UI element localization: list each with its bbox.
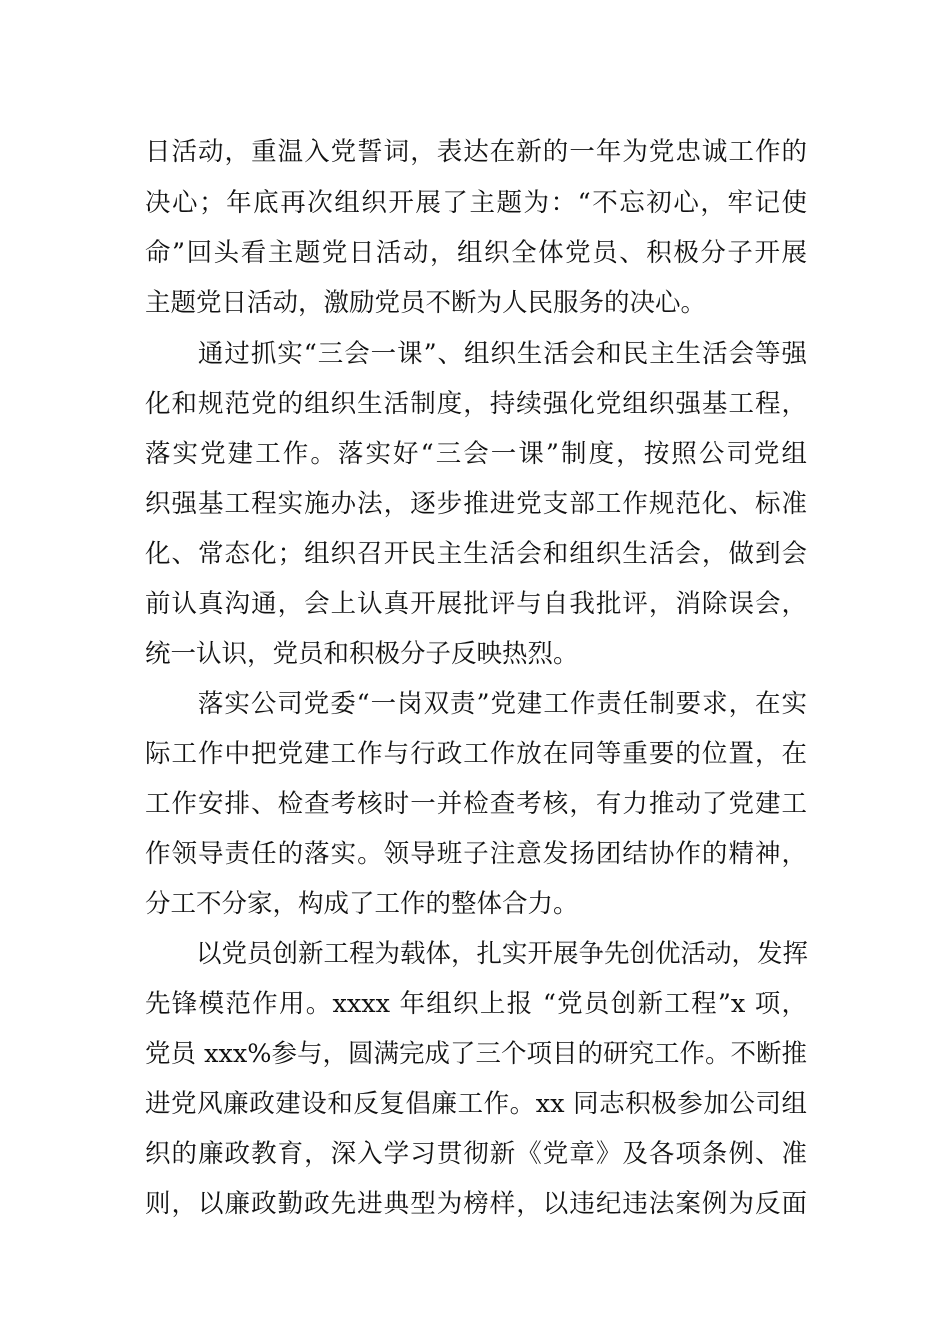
text-line: 化、常态化；组织召开民主生活会和组织生活会，做到会 — [145, 539, 807, 569]
text-line: 主题党日活动，激励党员不断为人民服务的决心。 — [145, 288, 707, 318]
text-line: 党员 xxx%参与，圆满完成了三个项目的研究工作。不断推 — [145, 1039, 807, 1069]
text-line: 落实公司党委“一岗双责”党建工作责任制要求，在实 — [145, 689, 807, 719]
text-line: 决心；年底再次组织开展了主题为：“不忘初心，牢记使 — [145, 188, 807, 218]
text-line: 进党风廉政建设和反复倡廉工作。xx 同志积极参加公司组 — [145, 1089, 807, 1119]
text-line: 则，以廉政勤政先进典型为榜样，以违纪违法案例为反面 — [145, 1189, 807, 1219]
text-line: 前认真沟通，会上认真开展批评与自我批评，消除误会， — [145, 589, 807, 619]
text-line: 日活动，重温入党誓词，表达在新的一年为党忠诚工作的 — [145, 137, 807, 167]
text-line: 化和规范党的组织生活制度，持续强化党组织强基工程， — [145, 389, 807, 419]
text-line: 统一认识，党员和积极分子反映热烈。 — [145, 639, 579, 669]
text-line: 先锋模范作用。xxxx 年组织上报 “党员创新工程”x 项， — [145, 989, 807, 1019]
text-line: 分工不分家，构成了工作的整体合力。 — [145, 889, 579, 919]
text-line: 织的廉政教育，深入学习贯彻新《党章》及各项条例、准 — [145, 1139, 807, 1169]
text-line: 际工作中把党建工作与行政工作放在同等重要的位置，在 — [145, 739, 807, 769]
text-line: 通过抓实“三会一课”、组织生活会和民主生活会等强 — [145, 339, 807, 369]
text-line: 织强基工程实施办法，逐步推进党支部工作规范化、标准 — [145, 489, 807, 519]
text-line: 以党员创新工程为载体，扎实开展争先创优活动，发挥 — [145, 939, 809, 969]
text-line: 落实党建工作。落实好“三会一课”制度，按照公司党组 — [145, 439, 807, 469]
text-line: 工作安排、检查考核时一并检查考核，有力推动了党建工 — [145, 789, 807, 819]
text-line: 作领导责任的落实。领导班子注意发扬团结协作的精神， — [145, 839, 807, 869]
text-line: 命”回头看主题党日活动，组织全体党员、积极分子开展 — [145, 238, 807, 268]
